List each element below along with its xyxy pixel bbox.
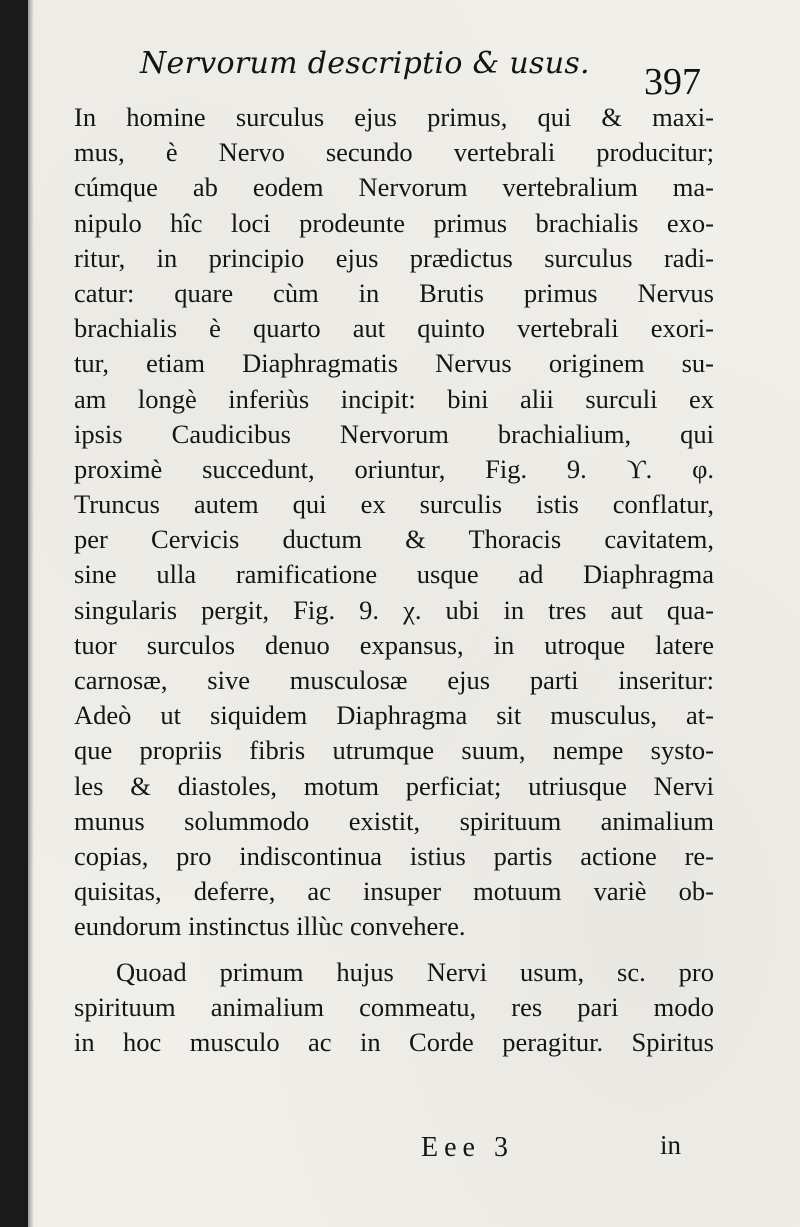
- text-line: catur: quare cùm in Brutis primus Nervus: [74, 277, 714, 308]
- text-line: munus solummodo existit, spirituum animalium: [74, 805, 714, 836]
- text-line: quisitas, deferre, ac insuper motuum variè ob-: [74, 876, 714, 907]
- text-line: spirituum animalium commeatu, res pari modo: [74, 991, 714, 1022]
- paragraph-gap: [74, 945, 714, 955]
- text-line: in hoc musculo ac in Corde peragitur. Spiritus: [74, 1026, 714, 1057]
- text-line: singularis pergit, Fig. 9. χ. ubi in tres aut qua-: [74, 594, 714, 625]
- text-line: sine ulla ramificatione usque ad Diaphragma: [74, 559, 714, 590]
- body-text: [74, 100, 714, 1060]
- text-line: Quoad primum hujus Nervi usum, sc. pro: [116, 956, 714, 987]
- text-line: cúmque ab eodem Nervorum vertebralium ma-: [74, 172, 714, 203]
- text-line: tur, etiam Diaphragmatis Nervus originem su-: [74, 348, 714, 379]
- text-line: proximè succedunt, oriuntur, Fig. 9. ϒ. φ.: [74, 453, 714, 484]
- text-line: tuor surculos denuo expansus, in utroque latere: [74, 629, 714, 660]
- text-line: les & diastoles, motum perficiat; utriusque Nervi: [74, 770, 714, 801]
- text-line: In homine surculus ejus primus, qui & maxi-: [74, 102, 714, 132]
- text-line: Adeò ut siquidem Diaphragma sit musculus, at-: [74, 700, 714, 731]
- text-line: Truncus autem qui ex surculis istis conflatur,: [74, 489, 714, 520]
- book-page: [28, 0, 800, 1227]
- text-line: ipsis Caudicibus Nervorum brachialium, qui: [74, 418, 714, 449]
- running-title: Nervorum descriptio & usus.: [140, 46, 590, 81]
- page-footer: [28, 1128, 800, 1168]
- page-number: 397: [644, 61, 701, 103]
- text-line: ritur, in principio ejus prædictus surculus radi-: [74, 242, 714, 273]
- text-line: per Cervicis ductum & Thoracis cavitatem,: [74, 524, 714, 555]
- text-line: copias, pro indiscontinua istius partis actione re-: [74, 840, 714, 871]
- signature-mark: Eee 3: [421, 1132, 514, 1163]
- page-header: [28, 40, 800, 103]
- text-line: mus, è Nervo secundo vertebrali producitur;: [74, 137, 714, 168]
- page-shadow-edge: [28, 0, 34, 1227]
- text-line: carnosæ, sive musculosæ ejus parti inseritur:: [74, 665, 714, 695]
- paragraph-2: [74, 955, 714, 1061]
- text-line: nipulo hîc loci prodeunte primus brachialis exo-: [74, 207, 714, 238]
- catchword: in: [660, 1130, 682, 1160]
- text-line: brachialis è quarto aut quinto vertebrali exori-: [74, 313, 714, 344]
- text-line: eundorum instinctus illùc convehere.: [74, 911, 466, 942]
- paragraph-1: [74, 100, 714, 945]
- text-line: que propriis fibris utrumque suum, nempe systo-: [74, 735, 714, 766]
- text-line: am longè inferiùs incipit: bini alii surculi ex: [74, 383, 714, 414]
